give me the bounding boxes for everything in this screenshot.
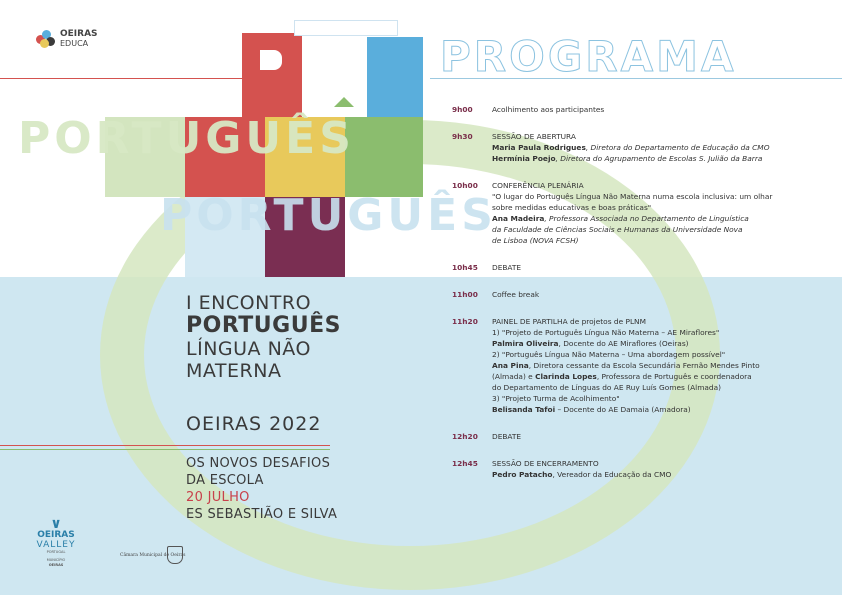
speaker-name: Clarinda Lopes: [535, 372, 597, 381]
session-text: DEBATE: [492, 263, 522, 272]
speaker-role: , Professora Associada no Departamento de Linguística: [544, 214, 749, 223]
session-title: CONFERÊNCIA PLENÁRIA: [492, 181, 584, 190]
speaker-role: de Lisboa (NOVA FCSH): [492, 236, 579, 245]
title-line3: LÍNGUA NÃO: [186, 338, 311, 360]
speaker-name: Pedro Patacho: [492, 470, 553, 479]
municipio-label: MUNICÍPIO: [46, 558, 66, 562]
schedule-row: [452, 316, 832, 415]
speaker-role: , Diretora do Agrupamento de Escolas S. Julião da Barra: [555, 154, 763, 163]
valley-line1: OEIRAS: [37, 530, 75, 540]
project-title: 3) "Projeto Turma de Acolhimento": [492, 394, 620, 403]
logo-line2: EDUCA: [60, 39, 89, 48]
divider-red: [0, 78, 250, 79]
circumflex-shape: [334, 97, 354, 107]
speaker-role: – Docente do AE Damaia (Amadora): [555, 405, 691, 414]
oeiras-educa-logo: [36, 30, 98, 48]
event-title: [186, 292, 341, 382]
speaker-role: (Almada) e: [492, 372, 536, 381]
programa-heading: PROGRAMA: [440, 32, 737, 81]
program-schedule: [452, 104, 832, 480]
time-label: 11h20: [452, 317, 478, 326]
time-label: 10h00: [452, 181, 478, 190]
subtitle-line2: DA ESCOLA: [186, 473, 264, 488]
talk-title: "O lugar do Português Língua Não Materna numa escola inclusiva: um olhar: [492, 192, 773, 201]
subtitle-line1: OS NOVOS DESAFIOS: [186, 456, 331, 471]
project-title: 1) "Projeto de Português Língua Não Materna – AE Miraflores": [492, 328, 720, 337]
logo-mark-icon: [36, 30, 56, 48]
valley-chevron-icon: ∨: [50, 516, 62, 532]
speaker-role: , Docente do AE Miraflores (Oeiras): [558, 339, 689, 348]
session-text: DEBATE: [492, 432, 522, 441]
project-title: 2) "Português Língua Não Materna – Uma abordagem possível": [492, 350, 726, 359]
event-subtitle: [186, 455, 337, 523]
speaker-role: , Professora de Português e coordenadora: [596, 372, 752, 381]
speaker-name: Hermínia Poejo: [492, 154, 556, 163]
block-red-hole: [260, 50, 282, 70]
event-venue: ES SEBASTIÃO E SILVA: [186, 507, 338, 522]
session-text: Acolhimento aos participantes: [492, 105, 605, 114]
schedule-row: [452, 262, 832, 273]
speaker-role: do Departamento de Línguas do AE Ruy Luís Gomes (Almada): [492, 383, 722, 392]
speaker-name: Palmira Oliveira: [492, 339, 559, 348]
time-label: 11h00: [452, 290, 478, 299]
speaker-name: Ana Madeira: [492, 214, 545, 223]
session-title: SESSÃO DE ABERTURA: [492, 132, 576, 141]
divider-green-bottom: [0, 449, 330, 450]
coat-of-arms-icon: [167, 546, 183, 564]
schedule-row: [452, 289, 832, 300]
block-t-bar: [294, 20, 398, 36]
title-line4: MATERNA: [186, 360, 282, 382]
oeiras-valley-logo: [36, 518, 76, 568]
divider-red-bottom: [0, 445, 330, 446]
schedule-row: [452, 458, 832, 480]
decor-word-bottom: PORTUGUÊS: [160, 190, 497, 241]
session-text: Coffee break: [492, 290, 540, 299]
speaker-name: Belisanda Tafoi: [492, 405, 556, 414]
schedule-row: [452, 131, 832, 164]
speaker-role: , Diretora cessante da Escola Secundária Fernão Mendes Pinto: [528, 361, 760, 370]
block-red: [242, 33, 302, 117]
schedule-row: [452, 104, 832, 115]
valley-line2: VALLEY: [36, 540, 76, 550]
valley-country: PORTUGAL: [46, 550, 66, 554]
municipio-name: OEIRAS: [48, 563, 64, 567]
event-date: 20 JULHO: [186, 490, 250, 505]
logo-line1: OEIRAS: [60, 29, 98, 39]
block-blue: [367, 37, 423, 117]
time-label: 10h45: [452, 263, 478, 272]
event-year: OEIRAS 2022: [186, 413, 322, 435]
time-label: 9h00: [452, 105, 473, 114]
decor-word-top: PORTUGUÊS: [18, 113, 355, 164]
title-line2: PORTUGUÊS: [186, 313, 341, 338]
speaker-role: , Vereador da Educação da CMO: [552, 470, 672, 479]
session-title: PAINEL DE PARTILHA de projetos de PLNM: [492, 317, 646, 326]
time-label: 12h20: [452, 432, 478, 441]
schedule-row: [452, 180, 832, 246]
speaker-name: Ana Pina: [492, 361, 529, 370]
speaker-role: da Faculdade de Ciências Sociais e Humanas da Universidade Nova: [492, 225, 743, 234]
time-label: 12h45: [452, 459, 478, 468]
speaker-role: , Diretora do Departamento de Educação da CMO: [585, 143, 770, 152]
time-label: 9h30: [452, 132, 473, 141]
title-line1: I ENCONTRO: [186, 292, 312, 314]
speaker-name: Maria Paula Rodrigues: [492, 143, 586, 152]
block-green: [345, 117, 423, 197]
schedule-row: [452, 431, 832, 442]
camara-municipal-label: Câmara Municipal de Oeiras: [120, 553, 186, 558]
talk-title: sobre medidas educativas e boas práticas": [492, 203, 652, 212]
session-title: SESSÃO DE ENCERRAMENTO: [492, 459, 599, 468]
